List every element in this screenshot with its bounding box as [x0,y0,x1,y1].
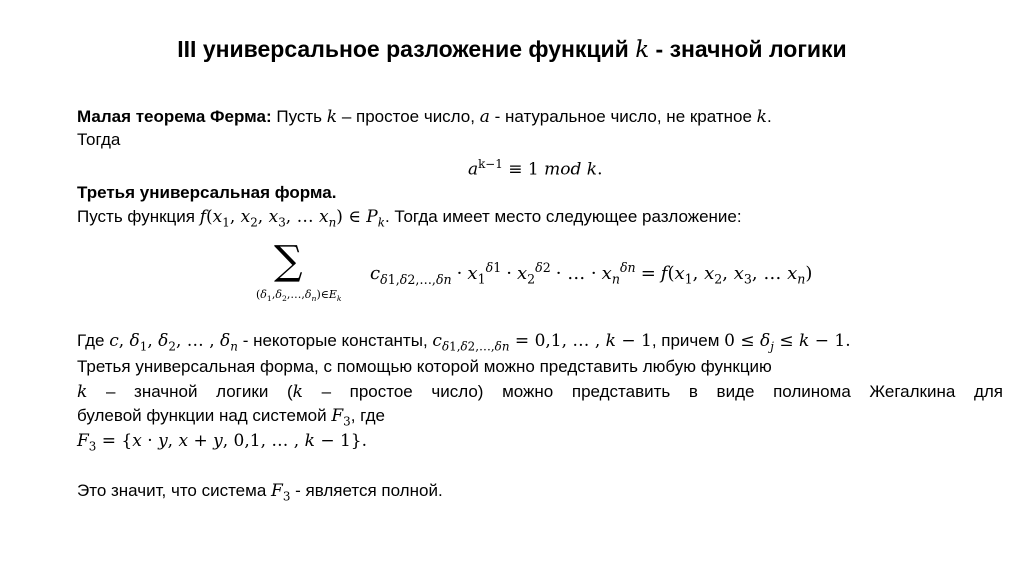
function-formula: f [199,207,206,227]
fermat-formula: $a^{k-1} \equiv 1$ mod k. [468,157,603,180]
sum-operator: ∑ $(\delta_1,\delta_2,\dots,\delta_n)\in E_k$ [256,238,342,304]
paragraph-line-2: k – значной логики (k – простое число) можно представить в виде полинома Жегалкина для [77,382,1003,402]
sum-expression: $c_{\delta 1,\delta 2,\dots,\delta n} \cdot x_1^{\delta 1} \cdot x_2^{\delta 2}$ · … · $x_n^{\delta n} = f(x_1$, $x_2$, $x_3$, … $x_n$) [370,260,813,287]
title-variable: k [635,37,650,63]
conclusion-line: Это значит, что система $F_3$ - является полной. [77,481,443,504]
where-line: Где c, $\delta_1$, $\delta_2$, … , $\delta_n$ - некоторые константы, $c_{\delta 1,\delta 2,\dots,\delta n} = 0,1$, … , k − 1, причем $0 \le \delta_j \le k - 1$. [77,331,851,354]
then-line: Тогда [77,130,121,149]
theorem-line: Малая теорема Ферма: Пусть k – простое число, a - натуральное число, не кратное k. [77,107,772,127]
title-suffix: - значной логики [655,36,847,62]
paragraph-line-3: булевой функции над системой $F_3$, где [77,406,385,429]
title-text: III универсальное разложение функций [177,36,629,62]
paragraph-line-1: Третья универсальная форма, с помощью которой можно представить любую функцию [77,357,772,376]
theorem-label: Малая теорема Ферма: [77,107,272,126]
f3-definition: $F_3 = \{x \cdot y$, x + y, 0,1, … , k − 1}. [77,431,368,454]
slide-title [0,36,1024,63]
third-form-heading: Третья универсальная форма. [77,183,337,202]
function-line: Пусть функция $f(x_1$, $x_2$, $x_3$, … $x_n$) ∈ $P_k$. Тогда имеет место следующее разложение: [77,207,742,230]
